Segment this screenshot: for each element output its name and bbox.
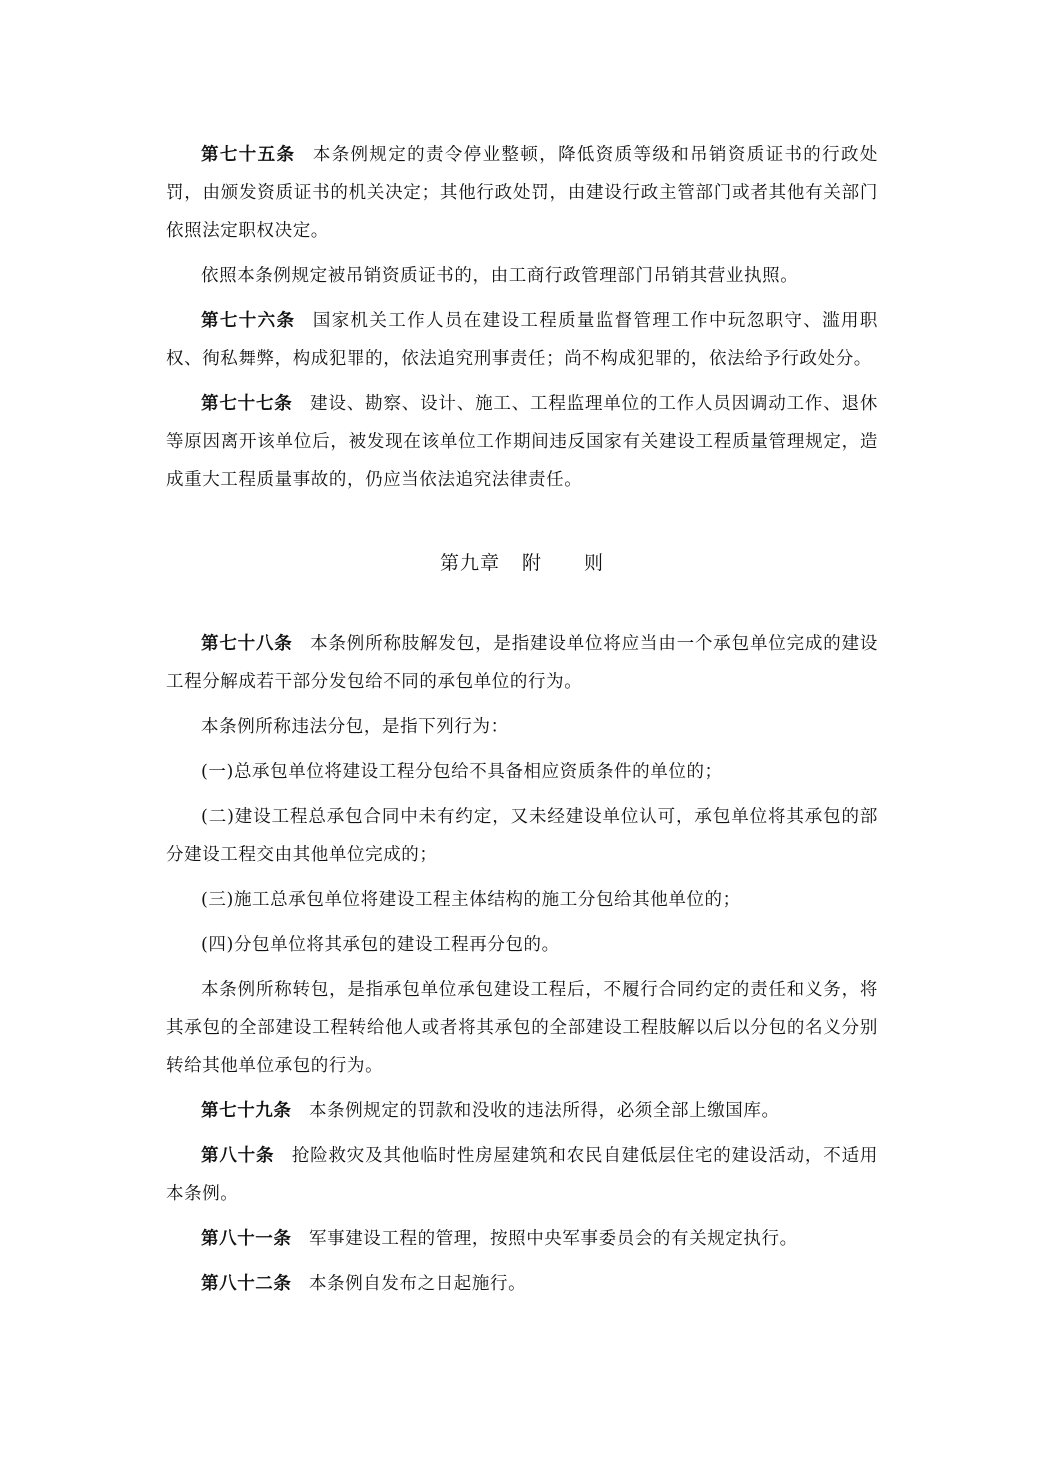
article-title: 第七十六条 (201, 311, 296, 331)
article-title: 第八十一条 (201, 1229, 292, 1249)
paragraph-text: 本条例所称违法分包，是指下列行为： (201, 717, 509, 737)
list-item-text: (一)总承包单位将建设工程分包给不具备相应资质条件的单位的； (201, 762, 723, 782)
chapter-heading (166, 543, 878, 583)
paragraph-illegal-subcontract (166, 708, 878, 746)
article-title: 第八十条 (201, 1146, 275, 1166)
article-title: 第七十五条 (201, 145, 296, 165)
paragraph-transfer (166, 971, 878, 1085)
article-text: 国家机关工作人员在建设工程质量监督管理工作中玩忽职守、滥用职权、徇私舞弊，构成犯罪的，依法追究刑事责任；尚不构成犯罪的，依法给予行政处分。 (166, 311, 879, 369)
article-75 (166, 136, 878, 250)
article-76 (166, 302, 878, 378)
article-text: 军事建设工程的管理，按照中央军事委员会的有关规定执行。 (309, 1229, 798, 1249)
article-text: 本条例自发布之日起施行。 (309, 1274, 527, 1294)
list-item-2 (166, 798, 878, 874)
list-item-1 (166, 753, 878, 791)
list-item-text: (二)建设工程总承包合同中未有约定，又未经建设单位认可，承包单位将其承包的部分建设工程交由其他单位完成的； (166, 807, 878, 865)
list-item-text: (三)施工总承包单位将建设工程主体结构的施工分包给其他单位的； (201, 890, 741, 910)
article-title: 第七十九条 (201, 1101, 292, 1121)
paragraph-text: 依照本条例规定被吊销资质证书的，由工商行政管理部门吊销其营业执照。 (201, 266, 799, 286)
article-82 (166, 1265, 878, 1303)
chapter-word-2: 则 (584, 552, 605, 574)
article-text: 本条例所称肢解发包，是指建设单位将应当由一个承包单位完成的建设工程分解成若干部分发包给不同的承包单位的行为。 (166, 634, 879, 692)
article-text: 本条例规定的罚款和没收的违法所得，必须全部上缴国库。 (309, 1101, 780, 1121)
list-item-text: (四)分包单位将其承包的建设工程再分包的。 (201, 935, 560, 955)
article-text: 本条例规定的责令停业整顿，降低资质等级和吊销资质证书的行政处罚，由颁发资质证书的机关决定；其他行政处罚，由建设行政主管部门或者其他有关部门依照法定职权决定。 (166, 145, 879, 241)
article-title: 第八十二条 (201, 1274, 292, 1294)
paragraph-revocation (166, 257, 878, 295)
article-title: 第七十八条 (201, 634, 293, 654)
article-79 (166, 1092, 878, 1130)
article-80 (166, 1137, 878, 1213)
chapter-word-1: 附 (521, 552, 542, 574)
document-body (166, 136, 878, 1303)
list-item-3 (166, 881, 878, 919)
article-text: 抢险救灾及其他临时性房屋建筑和农民自建低层住宅的建设活动，不适用本条例。 (166, 1146, 878, 1204)
article-text: 建设、勘察、设计、施工、工程监理单位的工作人员因调动工作、退休等原因离开该单位后，被发现在该单位工作期间违反国家有关建设工程质量管理规定，造成重大工程质量事故的，仍应当依法追究法律责任。 (166, 394, 879, 490)
article-77 (166, 385, 878, 499)
article-81 (166, 1220, 878, 1258)
paragraph-text: 本条例所称转包，是指承包单位承包建设工程后，不履行合同约定的责任和义务，将其承包的全部建设工程转给他人或者将其承包的全部建设工程肢解以后以分包的名义分别转给其他单位承包的行为。 (166, 980, 878, 1076)
list-item-4 (166, 926, 878, 964)
article-78 (166, 625, 878, 701)
article-title: 第七十七条 (201, 394, 293, 414)
chapter-number: 第九章 (439, 552, 500, 574)
